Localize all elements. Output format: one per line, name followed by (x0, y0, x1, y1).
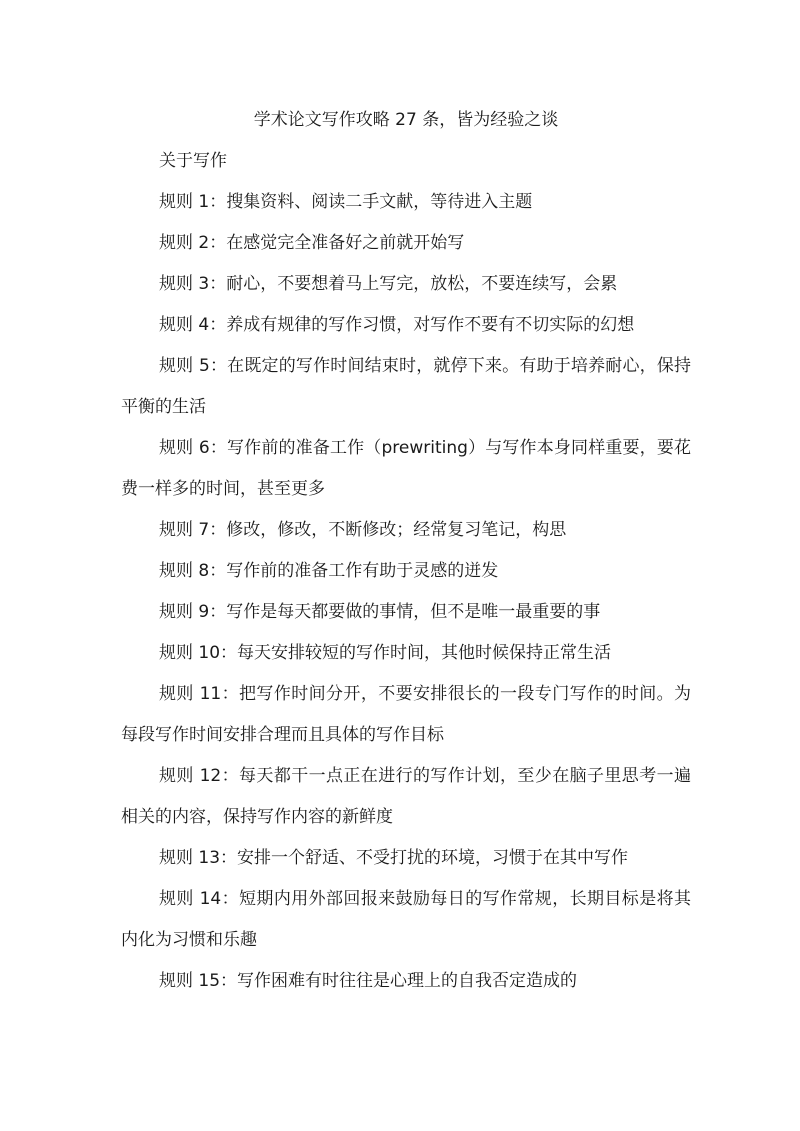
rule-14: 规则 14：短期内用外部回报来鼓励每日的写作常规，长期目标是将其内化为习惯和乐趣 (121, 889, 691, 950)
rule-4: 规则 4：养成有规律的写作习惯，对写作不要有不切实际的幻想 (159, 315, 635, 335)
rule-13: 规则 13：安排一个舒适、不受打扰的环境，习惯于在其中写作 (159, 848, 629, 868)
rule-6: 规则 6：写作前的准备工作（prewriting）与写作本身同样重要，要花费一样多的时间，甚至更多 (121, 438, 691, 499)
rule-12: 规则 12：每天都干一点正在进行的写作计划，至少在脑子里思考一遍相关的内容，保持写作内容的新鲜度 (121, 766, 691, 827)
rule-3: 规则 3：耐心，不要想着马上写完，放松，不要连续写，会累 (159, 274, 618, 294)
section-heading: 关于写作 (159, 151, 227, 171)
rule-10: 规则 10：每天安排较短的写作时间，其他时候保持正常生活 (159, 643, 612, 663)
rule-1: 规则 1：搜集资料、阅读二手文献，等待进入主题 (159, 192, 533, 212)
rule-2: 规则 2：在感觉完全准备好之前就开始写 (159, 233, 465, 253)
rule-7: 规则 7：修改，修改，不断修改；经常复习笔记，构思 (159, 520, 567, 540)
rule-15: 规则 15：写作困难有时往往是心理上的自我否定造成的 (159, 971, 578, 991)
rule-5: 规则 5：在既定的写作时间结束时，就停下来。有助于培养耐心，保持平衡的生活 (121, 356, 691, 417)
rule-11: 规则 11：把写作时间分开，不要安排很长的一段专门写作的时间。为每段写作时间安排合理而且具体的写作目标 (121, 684, 691, 745)
rule-9: 规则 9：写作是每天都要做的事情，但不是唯一最重要的事 (159, 602, 601, 622)
document-title: 学术论文写作攻略 27 条，皆为经验之谈 (253, 110, 559, 130)
document-body (121, 100, 691, 1002)
rule-8: 规则 8：写作前的准备工作有助于灵感的迸发 (159, 561, 499, 581)
